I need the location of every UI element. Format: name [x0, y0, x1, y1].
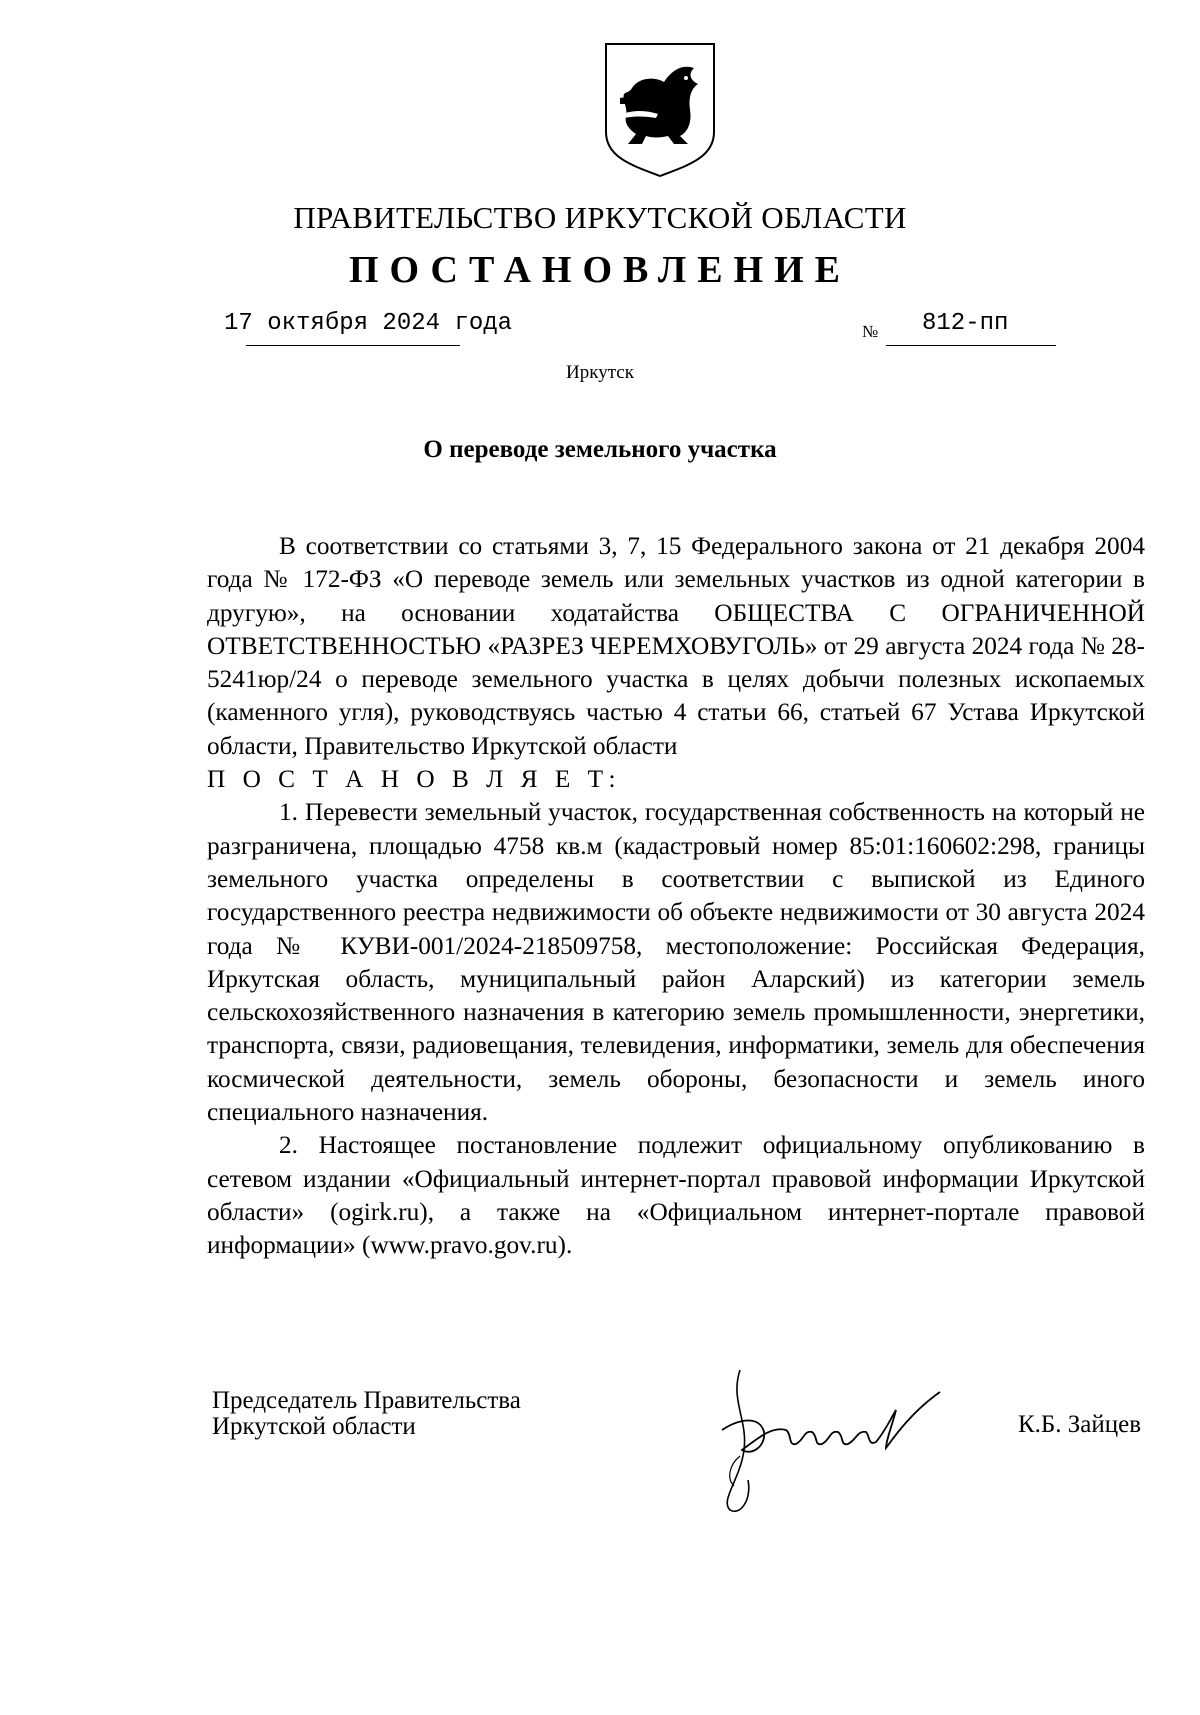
item-1-paragraph: 1. Перевести земельный участок, государственная собственность на который не разграничена, площадью 4758 кв.м (кадастровый номер 85:01:160602:298, границы земельного участка определены в соответствии с выпиской из Единого государственного реестра недвижимости об объекте недвижимости от 30 августа 2024 года № КУВИ-001/2024-218509758, местоположение: Российская Федерация, Иркутская область, муниципальный район Аларский) из категории земель сельскохозяйственного назначения в категорию земель промышленности, энергетики, транспорта, связи, радиовещания, телевидения, информатики, земель для обеспечения космической деятельности, земель обороны, безопасности и земель иного специального назначения.: [207, 798, 1145, 1127]
preamble-paragraph: В соответствии со статьями 3, 7, 15 Федерального закона от 21 декабря 2004 года № 172-ФЗ «О переводе земель или земельных участков из одной категории в другую», на основании ходатайства ОБЩЕСТВА С ОГРАНИЧЕННОЙ ОТВЕТСТВЕННОСТЬЮ «РАЗРЕЗ ЧЕРЕМХОВУГОЛЬ» от 29 августа 2024 года № 28-5241юр/24 о переводе земельного участка в целях добычи полезных ископаемых (каменного угля), руководствуясь частью 4 статьи 66, статьей 67 Устава Иркутской области, Правительство Иркутской области: [207, 532, 1145, 760]
document-subject: О переводе земельного участка: [423, 436, 777, 463]
document-date: 17 октября 2024 года: [224, 310, 513, 337]
number-sign: №: [862, 322, 879, 341]
item-2-paragraph: 2. Настоящее постановление подлежит официальному опубликованию в сетевом издании «Официальный интернет-портал правовой информации Иркутской области» (ogirk.ru), а также на «Официальном интернет-портале правовой информации» (www.pravo.gov.ru).: [207, 1131, 1145, 1260]
signer-position-line-1: Председатель Правительства: [212, 1387, 521, 1414]
handwritten-signature: [700, 1360, 970, 1520]
city-name: Иркутск: [566, 362, 634, 383]
signer-name: К.Б. Зайцев: [1018, 1411, 1142, 1438]
signer-position-line-2: Иркутской области: [212, 1413, 416, 1440]
government-title: ПРАВИТЕЛЬСТВО ИРКУТСКОЙ ОБЛАСТИ: [293, 200, 907, 235]
number-underline: [886, 345, 1056, 346]
document-body: [207, 530, 1145, 1263]
document-number: 812-пп: [922, 310, 1009, 337]
decree-word: П О С Т А Н О В Л Я Е Т:: [207, 765, 622, 794]
coat-of-arms-emblem: [602, 40, 718, 180]
date-underline: [246, 345, 460, 346]
document-type-heading: ПОСТАНОВЛЕНИЕ: [348, 249, 852, 291]
signer-position: [212, 1388, 521, 1440]
